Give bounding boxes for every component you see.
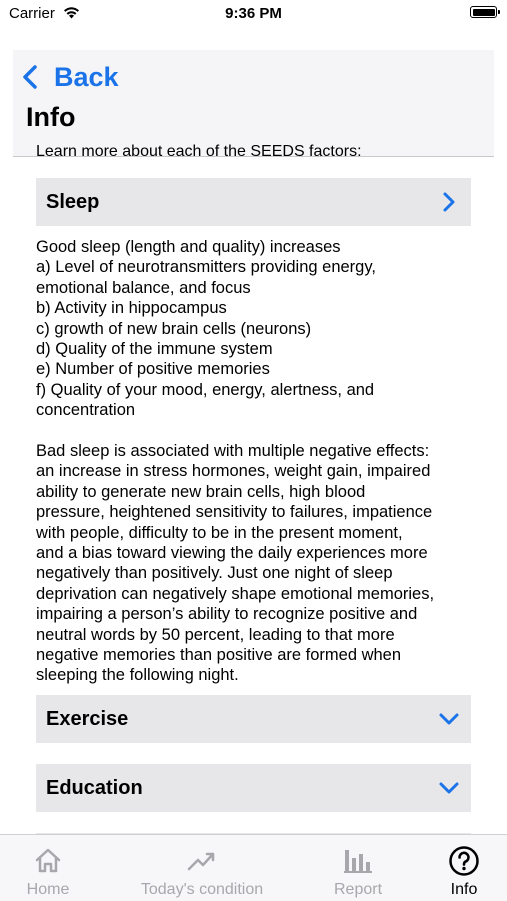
carrier-label: Carrier xyxy=(9,5,55,22)
chevron-left-icon xyxy=(21,64,38,90)
chevron-right-icon xyxy=(439,192,459,212)
section-title: Education xyxy=(46,776,143,799)
info-content[interactable] xyxy=(0,143,507,833)
tab-report[interactable] xyxy=(328,835,388,901)
page-title: Info xyxy=(26,102,76,132)
tab-bar xyxy=(0,834,507,901)
chevron-down-icon xyxy=(439,778,459,798)
tab-todays-condition[interactable] xyxy=(132,835,272,901)
back-button[interactable] xyxy=(21,60,119,94)
tab-info[interactable] xyxy=(440,835,488,901)
section-title: Exercise xyxy=(46,707,129,730)
home-icon xyxy=(32,845,64,877)
battery-icon xyxy=(470,6,497,18)
section-title: Sleep xyxy=(46,190,100,213)
trend-icon xyxy=(186,845,218,877)
section-header-education[interactable] xyxy=(36,764,471,812)
bar-chart-icon xyxy=(342,845,374,877)
status-bar xyxy=(0,0,507,30)
chevron-down-icon xyxy=(439,709,459,729)
sleep-paragraph-1: Good sleep (length and quality) increases a) Level of neurotransmitters providing energy, emotional balance, and focus b) Activity in hippocampus c) growth of new brain cells (neurons) d) Quality of the immune system e) Number of positive memories f) Quality of your mood, energy, alertness, and concentration xyxy=(36,238,376,420)
tab-label: Home xyxy=(26,881,70,898)
tab-label: Today's condition xyxy=(140,881,264,898)
intro-text: Learn more about each of the SEEDS factors: xyxy=(36,143,362,160)
tab-home[interactable] xyxy=(20,835,76,901)
section-header-sleep[interactable] xyxy=(36,178,471,226)
tab-label: Report xyxy=(333,881,383,898)
section-header-exercise[interactable] xyxy=(36,695,471,743)
back-label: Back xyxy=(54,61,119,92)
navigation-bar xyxy=(13,50,494,157)
sleep-paragraph-2: Bad sleep is associated with multiple negative effects: an increase in stress hormones, weight gain, impaired ability to generate new brain cells, high blood pressure, heightened sensitivity to failures, impatience with people, difficulty to be in the present moment, and a bias toward viewing the daily experiences more negatively than positively. Just one night of sleep deprivation can negatively shape emotional memories, impairing a person’s ability to recognize positive and neutral words by 50 percent, leading to that more negative memories than positive are formed when sleeping the following night. xyxy=(36,442,435,685)
question-circle-icon xyxy=(448,845,480,877)
status-time: 9:36 PM xyxy=(225,5,282,22)
tab-label: Info xyxy=(450,881,478,898)
